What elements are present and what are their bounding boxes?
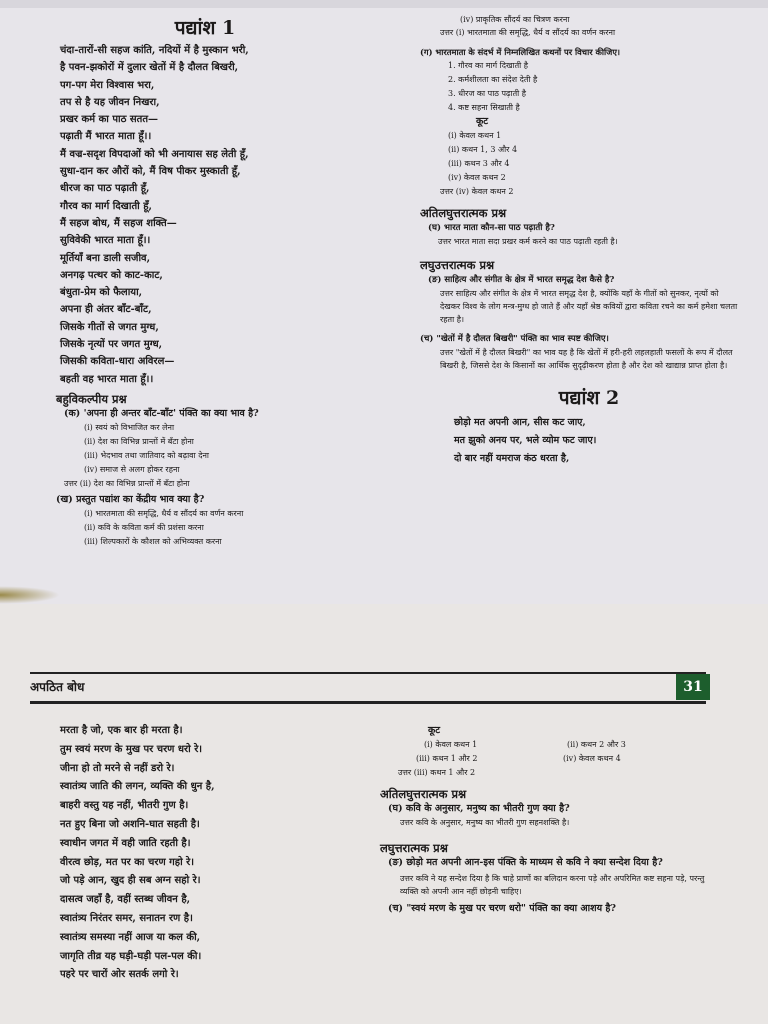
- poem-line: तप से है यह जीवन निखरा,: [60, 96, 160, 108]
- poem-line: दासत्व जहाँ है, वहीं स्तब्ध जीवन है,: [60, 894, 191, 906]
- poem-line: मैं सहज बोध, मैं सहज शक्ति—: [60, 217, 177, 229]
- question-gha-answer: उत्तर कवि के अनुसार, मनुष्य का भीतरी गुण सहनशक्ति है।: [400, 818, 570, 827]
- option-item: (iii) शिल्पकारों के कौशल को अभिव्यक्त करना: [84, 537, 222, 546]
- vsa-title: अतिलघुत्तरात्मक प्रश्न: [380, 787, 467, 801]
- statement-list: [420, 59, 738, 115]
- question-kha-options: [56, 507, 396, 549]
- poem-line: पहरे पर चारों ओर सतर्क लगो रे।: [60, 969, 179, 981]
- heading-padyansh-1: पद्यांश 1: [174, 17, 236, 39]
- kut-label: कूट: [476, 116, 489, 127]
- poem-line: स्वातंत्र्य समस्या नहीं आज या कल की,: [60, 931, 201, 943]
- poem-line: जिसकी कविता-धारा अविरल—: [60, 356, 175, 368]
- question-nga-answer: उत्तर साहित्य और संगीत के क्षेत्र में भारत समृद्ध देश है, क्योंकि यहाँ के गीतों को सुनकर, नृत्यों को देखकर विश्व के लोग मन्त्र-मुग्ध हो जाते हैं और यहाँ श्रेष्ठ कवियों द्वारा कविता रचने का कर्म हमेशा चलता रहता है।: [440, 289, 738, 324]
- question-ka-answer: उत्तर (ii) देश का विभिन्न प्रान्तों में बँटा होना: [64, 479, 190, 488]
- kut-option: (iv) केवल कथन 2: [448, 173, 506, 182]
- option-item: (ii) देश का विभिन्न प्रान्तों में बँटा होना: [84, 437, 194, 446]
- option-iv: (iv) प्राकृतिक सौंदर्य का चित्रण करना: [460, 15, 570, 24]
- poem-line: स्वाधीन जगत में वही जाति रहती है।: [60, 837, 191, 849]
- kut-option: (iii) कथन 1 और 2: [416, 754, 478, 763]
- question-ka-options: [56, 421, 396, 477]
- poem-line: पग-पग मेरा विश्वास भरा,: [60, 79, 155, 91]
- kut-option: (i) केवल कथन 1: [424, 740, 478, 749]
- poem-line: है पवन-झकोरों में दुलार खेतों में है दौलत बिखरी,: [60, 62, 239, 74]
- question-cha-answer: उत्तर "खेतों में है दौलत बिखरी" का भाव यह है कि खेतों में हरी-हरी लहलहाती फसलों के रूप में दौलत बिखरी है, जिससे देश के किसानों का आर्थिक सुदृढ़ीकरण होता है और देश को खाद्यान्न प्राप्त होता है।: [440, 348, 733, 370]
- kut-options: [420, 129, 738, 185]
- poem-line: चंदा-तारों-सी सहज कांति, नदियों में है मुस्कान भरी,: [60, 45, 249, 56]
- question-cha: (च) "स्वयं मरण के मुख पर चरण धरो" पंक्ति का क्या आशय है?: [388, 903, 617, 914]
- kut-option: (iv) केवल कथन 4: [563, 754, 621, 763]
- poem-line: बहती वह भारत माता हूँ।।: [60, 373, 154, 385]
- question-ka: (क) 'अपना ही अन्तर बाँट-बाँट' पंक्ति का क्या भाव है?: [64, 408, 259, 419]
- poem-line: जागृति तीव्र यह घड़ी-घड़ी पल-पल की।: [60, 950, 202, 962]
- question-gha: (घ) भारत माता कौन-सा पाठ पढ़ाती है?: [428, 223, 555, 233]
- option-item: (i) भारतमाता की समृद्धि, धैर्य व सौंदर्य का वर्णन करना: [84, 509, 244, 518]
- poem-line: जो पड़े आन, खुद ही सब अग्न सहो रे।: [60, 875, 201, 887]
- question-gha-answer: उत्तर भारत माता सदा प्रखर कर्म करने का पाठ पढ़ाती रहती है।: [438, 237, 618, 246]
- poem-line: मरता है जो, एक बार ही मरता है।: [60, 725, 183, 736]
- page-corner-shadow: [0, 586, 60, 604]
- poem-line: प्रखर कर्म का पाठ सतत—: [60, 114, 159, 126]
- poem-line: बाहरी वस्तु यह नहीं, भीतरी गुण है।: [60, 800, 189, 812]
- poem-line: स्वातंत्र्य जाति की लगन, व्यक्ति की धुन है,: [60, 781, 215, 793]
- poem-line: पढ़ाती मैं भारत माता हूँ।।: [60, 131, 152, 143]
- vsa-title: अतिलघुत्तरात्मक प्रश्न: [420, 206, 507, 220]
- option-item: (i) स्वयं को विभाजित कर लेना: [84, 423, 175, 432]
- header-rule: [30, 672, 706, 704]
- heading-padyansh-2: पद्यांश 2: [558, 387, 620, 409]
- poem-line: मूर्तियाँ बना डाली सजीव,: [60, 252, 151, 264]
- sa-title: लघुत्तरात्मक प्रश्न: [380, 841, 448, 855]
- poem-line: अनगढ़ पत्थर को काट-काट,: [60, 269, 163, 281]
- poem-line: वीरत्व छोड़, मत पर का चरण गहो रे।: [60, 856, 195, 868]
- kut-option: (iii) कथन 3 और 4: [448, 159, 510, 168]
- poem-line: मैं वज्र-सदृश विपदाओं को भी अनायास सह लेती हूँ,: [60, 148, 249, 160]
- option-item: (iii) भेदभाव तथा जातिवाद को बढ़ावा देना: [84, 451, 209, 460]
- question-ga: (ग) भारतमाता के संदर्भ में निम्नलिखित कथनों पर विचार कीजिए।: [420, 47, 621, 57]
- kut-answer: उत्तर (iii) कथन 1 और 2: [398, 768, 476, 777]
- poem-line: गौरव का मार्ग दिखाती हूँ,: [60, 200, 153, 212]
- question-ga-answer: उत्तर (iv) केवल कथन 2: [440, 187, 514, 196]
- top-strip: [0, 0, 768, 8]
- kut-option: (i) केवल कथन 1: [448, 131, 502, 140]
- statement-item: 1. गौरव का मार्ग दिखाती है: [448, 61, 529, 70]
- question-nga: (ङ) छोड़ो मत अपनी आन-इस पंक्ति के माध्यम से कवि ने क्या सन्देश दिया है?: [388, 857, 663, 868]
- kut-label: कूट: [428, 725, 441, 736]
- question-cha: (च) "खेतों में है दौलत बिखरी" पंक्ति का भाव स्पष्ट कीजिए।: [420, 334, 609, 344]
- poem-line: दो बार नहीं यमराज कंठ धरता है,: [454, 453, 570, 464]
- statement-item: 4. कष्ट सहना सिखाती है: [448, 103, 520, 112]
- poem-line: मत झुको अनय पर, भले व्योम फट जाए।: [454, 435, 597, 446]
- option-item: (iv) समाज से अलग होकर रहना: [84, 465, 180, 474]
- statement-item: 3. धीरज का पाठ पढ़ाती है: [448, 89, 527, 98]
- poem-line: धीरज का पाठ पढ़ाती हूँ,: [60, 183, 150, 195]
- poem-1: [60, 42, 390, 388]
- bottom-page: [0, 604, 768, 1024]
- kut-option: (ii) कथन 2 और 3: [567, 740, 626, 749]
- poem-line: स्वातंत्र्य निरंतर समर, सनातन रण है।: [60, 912, 193, 924]
- page-number: 31: [676, 674, 710, 700]
- question-kha: (ख) प्रस्तुत पद्यांश का केंद्रीय भाव क्या है?: [56, 494, 205, 505]
- poem-line: सुविवेकी भारत माता हूँ।।: [60, 235, 151, 247]
- option-item: (ii) कवि के कविता कर्म की प्रशंसा करना: [84, 523, 204, 532]
- question-kha-answer: उत्तर (i) भारतमाता की समृद्धि, धैर्य व सौंदर्य का वर्णन करना: [440, 28, 616, 37]
- question-nga-answer: उत्तर कवि ने यह सन्देश दिया है कि चाहे प्राणों का बलिदान करना पड़े और अपरिमित कष्ट सहना पड़े, परन्तु व्यक्ति को अपनी आन नहीं छोड़नी चाहिए।: [400, 874, 705, 896]
- poem-line: जिसके नृत्यों पर जगत मुग्ध,: [60, 339, 163, 351]
- poem-line: सुधा-दान कर औरों को, मैं विष पीकर मुस्काती हूँ,: [60, 166, 241, 178]
- poem-line: बंधुता-प्रेम को फैलाया,: [60, 287, 143, 299]
- statement-item: 2. कर्मशीलता का संदेश देती है: [448, 75, 538, 84]
- mcq-title: बहुविकल्पीय प्रश्न: [56, 392, 127, 406]
- poem-2: [420, 414, 738, 468]
- poem-line: अपना ही अंतर बाँट-बाँट,: [60, 304, 152, 316]
- poem-line: नत हुए बिना जो अशनि-घात सहती है।: [60, 818, 200, 830]
- poem-line: छोड़ो मत अपनी आन, सीस कट जाए,: [454, 417, 586, 428]
- question-nga: (ङ) साहित्य और संगीत के क्षेत्र में भारत समृद्ध देश कैसे है?: [428, 275, 615, 285]
- poem-line: तुम स्वयं मरण के मुख पर चरण धरो रे।: [60, 743, 203, 755]
- sa-title: लघुउत्तरात्मक प्रश्न: [420, 258, 495, 272]
- poem-line: जिसके गीतों से जगत मुग्ध,: [60, 321, 159, 333]
- kut-row-2: [380, 752, 710, 766]
- poem-3: [60, 722, 370, 985]
- kut-option: (ii) कथन 1, 3 और 4: [448, 145, 518, 154]
- poem-line: जीना हो तो मरने से नहीं डरो रे।: [60, 762, 175, 774]
- question-gha: (घ) कवि के अनुसार, मनुष्य का भीतरी गुण क्या है?: [388, 803, 570, 814]
- header-title: अपठित बोध: [30, 680, 85, 694]
- kut-row-1: [380, 738, 710, 752]
